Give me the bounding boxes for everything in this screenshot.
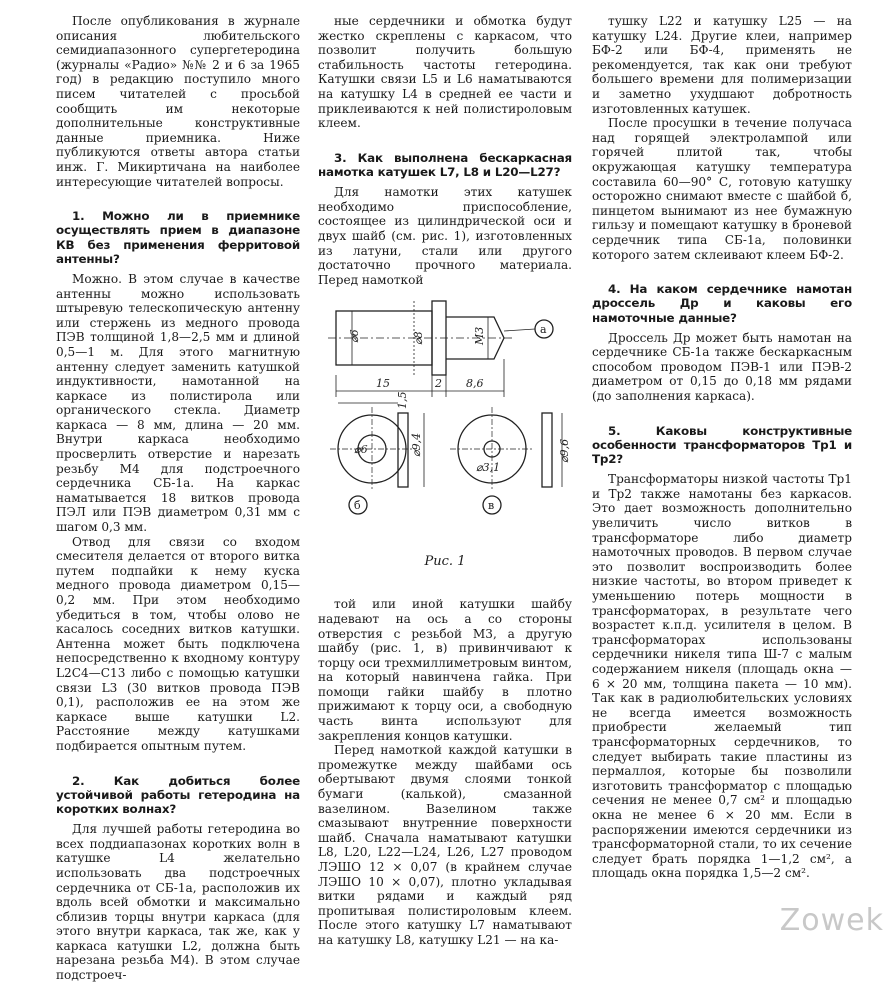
dim-d8: ⌀8 (412, 331, 425, 346)
answer-1-paragraph-2: Отвод для связи со входом смесителя делается от второго витка путем подпайки к нему куска медного провода диаметром 0,15—0,2 мм. При этом необходимо убедиться в том, чтобы олово не касалось соседних витков катушки. Антенна может быть подключена непосредственно к входному контуру L2C4—C13 либо с помощью катушки связи L3 (30 витков провода ПЭВ 0,1), расположив ее на этом же каркасе выше катушки L2. Расстояние между катушками подбирается опытным путем. (56, 534, 300, 753)
question-3-heading: 3. Как выполнена бескаркасная намотка катушек L7, L8 и L20—L27? (318, 150, 572, 179)
dim-d94: ⌀9,4 (410, 433, 423, 458)
figure-1-drawing (318, 293, 572, 589)
washer-v-side (542, 413, 552, 487)
dim-86: 8,6 (466, 377, 484, 391)
label-b: б (354, 499, 361, 513)
intro-paragraph: После опубликования в журнале описания любительского семидиапазонного супергетеродина (журналы «Радио» №№ 2 и 6 за 1965 год) в редакцию поступило много писем читателей с просьбой сообщить им некоторые дополнительные конструктивные данные приемника. Ниже публикуются ответы автора статьи инж. Г. Микиртичана на наиболее интересующие читателей вопросы. (56, 14, 300, 189)
question-1-heading: 1. Можно ли в приемнике осуществлять прием в диапазоне КВ без применения ферритовой антенны? (56, 209, 300, 266)
dim-d31: ⌀3,1 (476, 461, 501, 475)
column-2 (318, 14, 572, 948)
dim-d96: ⌀9,6 (558, 439, 571, 464)
answer-3-paragraph-3: Перед намоткой каждой катушки в промежутке между шайбами ось обертывают двумя слоями тонкой бумаги (калькой), смазанной вазелином. Вазелином также смазывают внутренние поверхности шайб. Сначала наматывают катушки L8, L20, L22—L24, L26, L27 проводом ЛЭШО 12 × 0,07 (в крайнем случае ЛЭШО 10 × 0,07), плотно укладывая витки рядами и каждый ряд пропитывая полистироловым клеем. После этого катушку L7 наматывают на катушку L8, катушку L21 — на ка- (318, 743, 572, 947)
column-3 (592, 14, 852, 881)
dim-m3: М3 (473, 327, 486, 346)
question-4-heading: 4. На каком сердечнике намотан дроссель Др и каковы его намоточные данные? (592, 282, 852, 325)
answer-3-paragraph-1: Для намотки этих катушек необходимо приспособление, состоящее из цилиндрической оси и двух шайб (см. рис. 1), изготовленных из латуни, стали или другого достаточно прочного материала. Перед намоткой (318, 185, 572, 287)
answer-1-paragraph-1: Можно. В этом случае в качестве антенны можно использовать штыревую телескопическую антенну или стержень из медного провода ПЭВ толщиной 1,8—2,5 мм и длиной 0,5—1 м. Для этого магнитную антенну следует заменить катушкой индуктивности, намотанной на каркасе из полистирола или органического стекла. Диаметр каркаса — 8 мм, длина — 20 мм. Внутри каркаса необходимо просверлить отверстие и нарезать резьбу М4 для подстроечного сердечника СБ-1а. На каркас наматывается 18 витков провода ПЭЛ или ПЭВ диаметром 0,31 мм с шагом 0,3 мм. (56, 271, 300, 535)
question-5-heading: 5. Каковы конструктивные особенности трансформаторов Тр1 и Тр2? (592, 423, 852, 467)
dim-2: 2 (435, 377, 442, 391)
answer-5-paragraph-1: Трансформаторы низкой частоты Тр1 и Тр2 также намотаны без каркасов. Это дает возможность дополнительно увеличить число витков в трансформаторе либо диаметр намоточных проводов. В первом случае это позволит воспроизводить более низкие частоты, во втором приведет к уменьшению потерь мощности в трансформаторах, в результате чего возрастет к.п.д. усилителя в целом. В трансформаторах использованы сердечники никеля типа Ш-7 с малым содержанием никеля (площадь окна — 6 × 20 мм, толщина пакета — 10 мм). Так как в радиолюбительских условиях не всегда имеется возможность приобрести желаемый тип трансформаторных сердечников, то следует выбирать такие пластины из пермаллоя, которые бы позволили изготовить трансформатор с площадью сечения не менее 0,7 см² и площадью окна не менее 6 × 20 мм. Если в распоряжении имеются сердечники из трансформаторной стали, то их сечение следует брать порядка 1—1,2 см², а площадь окна порядка 1,5—2 см². (592, 472, 852, 881)
figure-1 (318, 293, 572, 589)
label-v: в (488, 499, 495, 513)
answer-2-continuation: ные сердечники и обмотка будут жестко скреплены с каркасом, что позволит получить большую стабильность частоты гетеродина. Катушки связи L5 и L6 наматываются на катушку L4 в средней ее части и приклеиваются к ней полистироловым клеем. (318, 14, 572, 131)
column-1 (56, 14, 300, 983)
answer-2-paragraph-1: Для лучшей работы гетеродина во всех поддиапазонах коротких волн в катушке L4 желательно использовать два подстроечных сердечника от СБ-1а, расположив их вдоль всей обмотки и максимально сблизив торцы внутри каркаса (для этого внутри каркаса, так же, как у каркаса катушки L2, должна быть нарезана резьба М4). В этом случае подстроеч- (56, 822, 300, 983)
label-a: а (540, 323, 547, 337)
dim-15b: 1,5 (396, 391, 409, 410)
question-2-heading: 2. Как добиться более устойчивой работы гетеродина на коротких волнах? (56, 773, 300, 816)
answer-3-continuation: тушку L22 и катушку L25 — на катушку L24. Другие клеи, например БФ-2 или БФ-4, применять не рекомендуется, так как они требуют большего времени для полимеризации и заметно ухудшают добротность изготовленных катушек. (592, 14, 852, 116)
watermark-logo: Zowek (779, 903, 884, 938)
dim-d6: ⌀6 (348, 329, 361, 344)
answer-4-paragraph-1: Дроссель Др может быть намотан на сердечнике СБ-1а также бескаркасным способом проводом ПЭВ-1 или ПЭВ-2 диаметром от 0,15 до 0,18 мм рядами (до заполнения каркаса). (592, 330, 852, 404)
dim-d6b: ⌀6 (354, 443, 368, 457)
answer-3-paragraph-4: После просушки в течение получаса над горящей электролампой или горячей плитой так, чтобы окружающая катушку температура составила 60—90° С, готовую катушку осторожно снимают вместе с шайбой б, пинцетом вынимают из нее бумажную гильзу и помещают катушку в броневой сердечник типа СБ-1а, половинки которого затем склеивают клеем БФ-2. (592, 116, 852, 262)
figure-1-caption: Рис. 1 (424, 554, 466, 570)
answer-3-paragraph-2: той или иной катушки шайбу надевают на ось а со стороны отверстия с резьбой М3, а другую шайбу (рис. 1, в) привинчивают к торцу оси трехмиллиметровым винтом, на который навинчена гайка. При помощи гайки шайбу в плотно прижимают к торцу оси, а свободную часть винта используют для закрепления концов катушки. (318, 597, 572, 743)
dim-15: 15 (376, 377, 390, 391)
